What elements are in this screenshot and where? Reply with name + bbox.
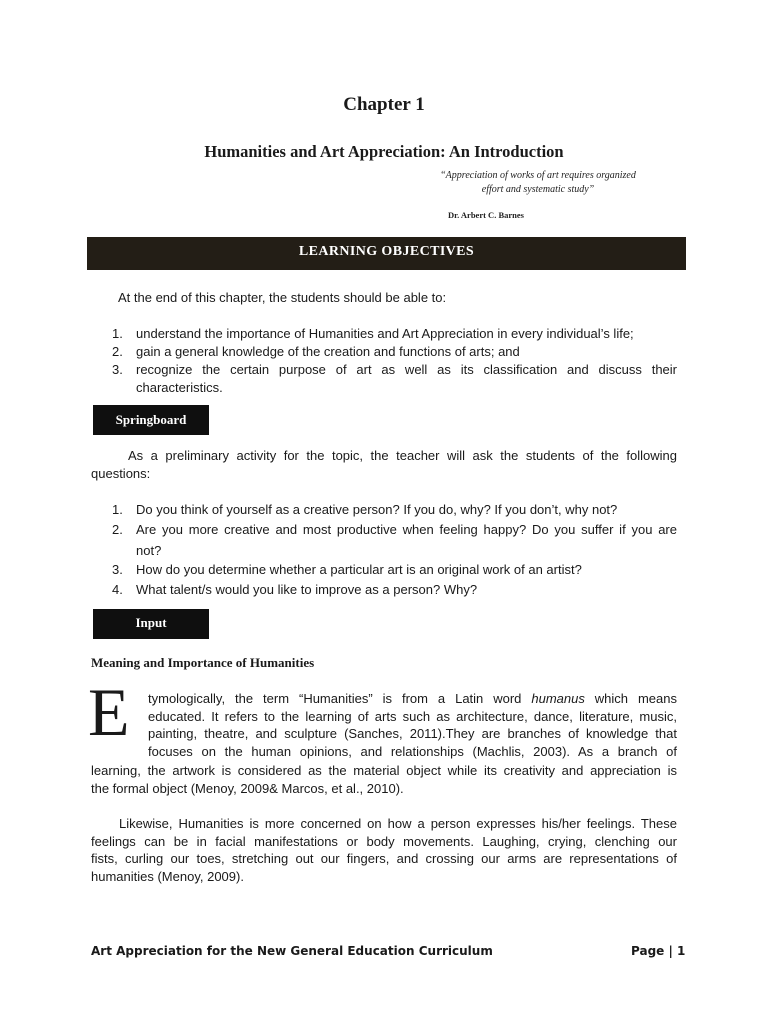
list-item bbox=[112, 521, 678, 561]
page-title: Humanities and Art Appreciation: An Introduction bbox=[204, 142, 564, 161]
latin-term: humanus bbox=[531, 691, 585, 706]
quote-author: Dr. Arbert C. Barnes bbox=[448, 210, 524, 220]
paragraph-line bbox=[148, 690, 677, 708]
list-item bbox=[112, 325, 678, 343]
epigraph-quote bbox=[412, 169, 664, 197]
list-number: 2. bbox=[112, 344, 123, 359]
paragraph-line: questions: bbox=[91, 465, 151, 481]
text-run: , the term “Humanities” is from a Latin word bbox=[221, 691, 532, 706]
drop-cap: E bbox=[88, 674, 130, 750]
footer-course-title: Art Appreciation for the New General Education Curriculum bbox=[91, 944, 493, 958]
paragraph-2 bbox=[91, 815, 677, 885]
springboard-label: Springboard bbox=[93, 405, 209, 435]
list-text: characteristics. bbox=[136, 380, 223, 395]
list-item bbox=[112, 501, 678, 521]
list-item bbox=[112, 561, 678, 581]
section-heading: Meaning and Importance of Humanities bbox=[91, 655, 315, 670]
list-number: 4. bbox=[112, 582, 123, 597]
learning-objectives-banner: LEARNING OBJECTIVES bbox=[87, 237, 686, 270]
paragraph-line: educated. It refers to the learning of arts such as architecture, dance, literature, music, bbox=[148, 708, 677, 724]
list-item bbox=[112, 343, 678, 361]
list-text: How do you determine whether a particular art is an original work of an artist? bbox=[136, 562, 582, 577]
paragraph-line: focuses on the human opinions, and relationships (Machlis, 2003). As a branch of bbox=[148, 743, 677, 759]
springboard-questions bbox=[112, 501, 678, 601]
input-label: Input bbox=[93, 609, 209, 639]
list-number: 1. bbox=[112, 502, 123, 517]
list-number: 3. bbox=[112, 562, 123, 577]
quote-line: “Appreciation of works of art requires organized bbox=[440, 170, 636, 181]
page-number: Page | 1 bbox=[631, 944, 686, 958]
list-text: gain a general knowledge of the creation and functions of arts; and bbox=[136, 344, 520, 359]
list-text: recognize the certain purpose of art as well as its classification and discuss their bbox=[136, 362, 677, 377]
paragraph-line: painting, theatre, and sculpture (Sanches, 2011).They are branches of knowledge that bbox=[148, 726, 677, 741]
list-text: Do you think of yourself as a creative person? If you do, why? If you don’t, why not? bbox=[136, 502, 618, 517]
list-item bbox=[112, 581, 678, 601]
list-text: What talent/s would you like to improve as a person? Why? bbox=[136, 582, 478, 597]
paragraph-line: the formal object (Menoy, 2009& Marcos, et al., 2010). bbox=[91, 780, 404, 796]
objectives-list bbox=[112, 325, 678, 397]
paragraph-1-indented bbox=[148, 690, 677, 760]
list-text: understand the importance of Humanities and Art Appreciation in every individual’s life; bbox=[136, 326, 634, 341]
paragraph-line: feelings can be in facial manifestations or body movements. Laughing, crying, clenching our bbox=[91, 833, 677, 849]
list-text: Are you more creative and most productive when feeling happy? Do you suffer if you are bbox=[136, 522, 677, 537]
list-number: 1. bbox=[112, 326, 123, 341]
list-item bbox=[112, 361, 678, 397]
paragraph-line: learning, the artwork is considered as the material object while its creativity and appreciation is bbox=[91, 763, 677, 778]
paragraph-line: Likewise, Humanities is more concerned on how a person expresses his/her feelings. These bbox=[119, 816, 677, 831]
text-run: tymologically bbox=[148, 691, 222, 706]
paragraph-line: As a preliminary activity for the topic, the teacher will ask the students of the following bbox=[128, 448, 677, 463]
list-number: 2. bbox=[112, 522, 123, 537]
objectives-intro: At the end of this chapter, the students should be able to: bbox=[118, 290, 447, 305]
paragraph-line: fists, curling our toes, stretching out our fingers, and crossing our arms are representations of bbox=[91, 851, 677, 866]
list-text: not? bbox=[136, 543, 162, 558]
paragraph-1-full bbox=[91, 762, 677, 797]
springboard-intro bbox=[91, 447, 677, 482]
list-number: 3. bbox=[112, 362, 123, 377]
text-run: which means bbox=[584, 691, 677, 706]
paragraph-line: humanities (Menoy, 2009). bbox=[91, 868, 244, 884]
chapter-title: Chapter 1 bbox=[343, 94, 425, 115]
quote-line: effort and systematic study” bbox=[481, 184, 595, 195]
